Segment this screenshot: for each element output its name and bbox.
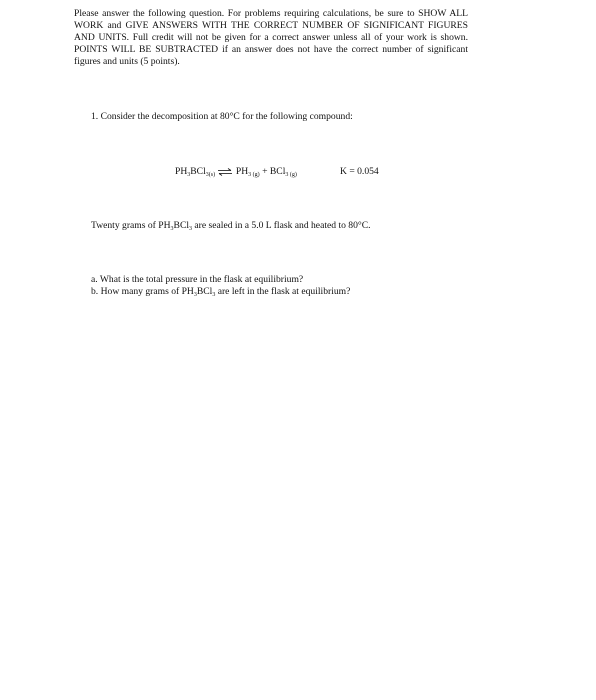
instructions-paragraph: Please answer the following question. For problems requiring calculations, be sure to SHOW ALL WORK and GIVE ANSWERS WITH THE CORRECT NUMBER OF SIGNIFICANT FIGURES AND UNITS. Full credit will not be given for a correct answer unless all of your work is shown. POINTS WILL BE SUBTRACTED if an answer does not have the correct number of significant figures and units (5 points).	[74, 8, 468, 67]
product-phosphine: $PH_{3 (g)}$	[235, 166, 260, 178]
question-number: 1.	[91, 111, 99, 122]
given-statement: Twenty grams of $PH_3BCl_3$ are sealed in a 5.0 L flask and heated to 80°C.	[91, 220, 371, 232]
reactant-formula: $PH_3BCl_{3(s)}$	[175, 166, 216, 178]
part-b: b. How many grams of $PH_3BCl_3$ are left in the flask at equilibrium?	[91, 286, 351, 298]
plus-sign: +	[262, 166, 268, 177]
question-parts	[91, 274, 350, 298]
product-boron-trichloride: BCl$_{3 (g)}$	[269, 166, 297, 178]
reaction-equation	[175, 166, 297, 177]
part-a: a. What is the total pressure in the flask at equilibrium?	[91, 274, 304, 285]
equilibrium-constant: K = 0.054	[340, 166, 379, 177]
equilibrium-arrow-icon	[218, 168, 232, 176]
question-text: Consider the decomposition at 80°C for the following compound:	[100, 111, 353, 122]
question-prompt	[91, 111, 353, 122]
